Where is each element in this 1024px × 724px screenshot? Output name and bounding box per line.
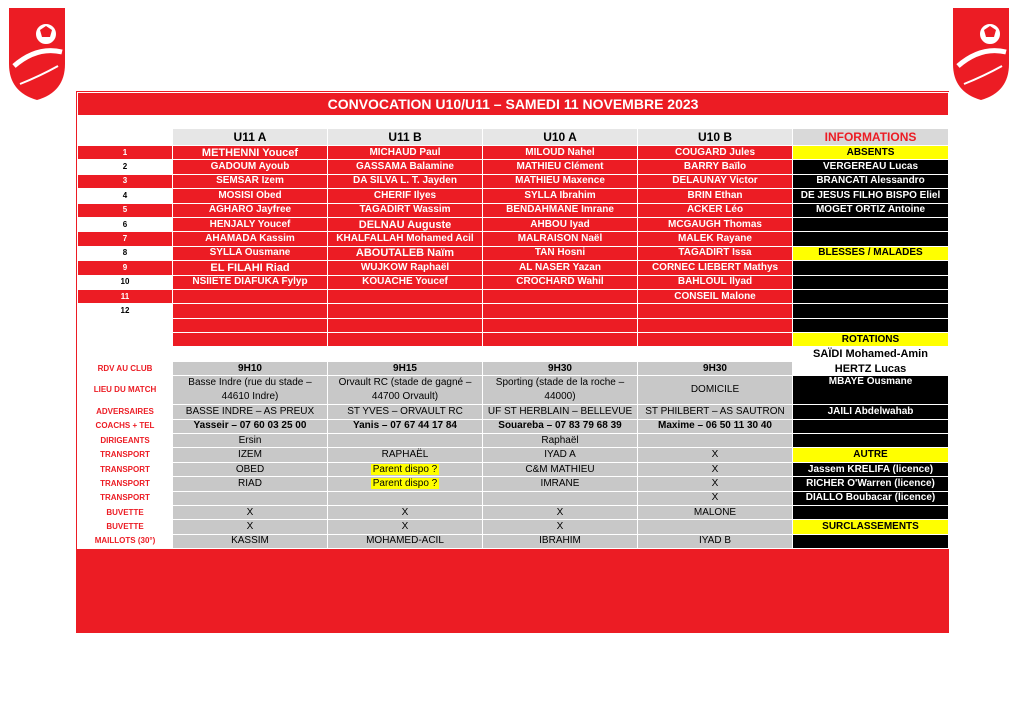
player-u10a: BENDAHMANE Imrane <box>483 203 638 217</box>
player-u11b <box>328 318 483 332</box>
player-u10a: CROCHARD Wahil <box>483 275 638 289</box>
row-number: 10 <box>78 275 173 289</box>
logistics-row-coachs <box>78 419 949 433</box>
info-empty <box>793 419 949 433</box>
player-u10b: ACKER Léo <box>638 203 793 217</box>
maillots-u11a: KASSIM <box>173 534 328 548</box>
player-u11b <box>328 333 483 347</box>
lieu-u11b: Orvault RC (stade de gagné – 44700 Orvault) <box>328 376 483 405</box>
player-row <box>78 261 949 275</box>
transport-u10a: IYAD A <box>483 448 638 462</box>
row-label: MAILLOTS (30°) <box>78 534 173 548</box>
transport-u11a: IZEM <box>173 448 328 462</box>
player-u11b: GASSAMA Balamine <box>328 160 483 174</box>
transport-u10b: X <box>638 491 793 505</box>
club-logo-right <box>950 6 1012 102</box>
player-u11b: WUJKOW Raphaël <box>328 261 483 275</box>
player-row <box>78 304 949 318</box>
transport-u11a: RIAD <box>173 477 328 491</box>
info-empty <box>793 289 949 303</box>
row-label: BUVETTE <box>78 505 173 519</box>
header-u10a: U10 A <box>483 129 638 146</box>
separator <box>78 347 793 361</box>
player-u10a: MILOUD Nahel <box>483 146 638 160</box>
rdv-u10b: 9H30 <box>638 361 793 375</box>
player-u10b: COUGARD Jules <box>638 146 793 160</box>
lieu-u10a: Sporting (stade de la roche – 44000) <box>483 376 638 405</box>
coach-u11a: Yasseir – 07 60 03 25 00 <box>173 419 328 433</box>
player-u11a: MOSISI Obed <box>173 189 328 203</box>
dir-u11a: Ersin <box>173 434 328 448</box>
logistics-row-buvette <box>78 505 949 519</box>
player-u11a: NSIIETE DIAFUKA Fylyp <box>173 275 328 289</box>
buvette-u10a: X <box>483 520 638 534</box>
transport-u11b <box>328 491 483 505</box>
player-u11b: CHERIF Ilyes <box>328 189 483 203</box>
player-u10b: MCGAUGH Thomas <box>638 217 793 231</box>
player-u11a: HENJALY Youcef <box>173 217 328 231</box>
transport-u10b: X <box>638 462 793 476</box>
blank-row <box>78 116 949 129</box>
player-row-empty <box>78 318 949 332</box>
logistics-row-transport <box>78 462 949 476</box>
adv-u10b: ST PHILBERT – AS SAUTRON <box>638 405 793 419</box>
row-label: TRANSPORT <box>78 462 173 476</box>
info-autre-heading: AUTRE <box>793 448 949 462</box>
player-u10b <box>638 318 793 332</box>
logistics-row-rdv <box>78 361 949 375</box>
lieu-u11a: Basse Indre (rue du stade – 44610 Indre) <box>173 376 328 405</box>
player-u11b: DELNAU Auguste <box>328 217 483 231</box>
player-u10b: DELAUNAY Victor <box>638 174 793 188</box>
row-label: ADVERSAIRES <box>78 405 173 419</box>
player-u10b: BAHLOUL Ilyad <box>638 275 793 289</box>
dir-u10b <box>638 434 793 448</box>
info-rotation: JAILI Abdelwahab <box>793 405 949 419</box>
player-row <box>78 146 949 160</box>
dir-u11b <box>328 434 483 448</box>
player-u11a: AGHARO Jayfree <box>173 203 328 217</box>
player-u10b: MALEK Rayane <box>638 232 793 246</box>
transport-u11b <box>328 462 483 476</box>
buvette-u10a: X <box>483 505 638 519</box>
transport-u11b <box>328 477 483 491</box>
info-empty <box>793 217 949 231</box>
buvette-u11a: X <box>173 520 328 534</box>
row-number: 9 <box>78 261 173 275</box>
player-u11a: AHAMADA Kassim <box>173 232 328 246</box>
info-rotation: HERTZ Lucas <box>793 361 949 375</box>
player-u10a: TAN Hosni <box>483 246 638 260</box>
info-rotation: MBAYE Ousmane <box>793 376 949 405</box>
player-u10a: AL NASER Yazan <box>483 261 638 275</box>
logistics-row-lieu <box>78 376 949 405</box>
player-u11b: TAGADIRT Wassim <box>328 203 483 217</box>
club-logo-left <box>6 6 68 102</box>
player-u10b: TAGADIRT Issa <box>638 246 793 260</box>
player-row <box>78 217 949 231</box>
header-u11b: U11 B <box>328 129 483 146</box>
info-empty <box>793 232 949 246</box>
player-u11b: MICHAUD Paul <box>328 146 483 160</box>
info-empty <box>793 318 949 332</box>
buvette-u10b: MALONE <box>638 505 793 519</box>
player-u11b: DA SILVA L. T. Jayden <box>328 174 483 188</box>
row-label: LIEU DU MATCH <box>78 376 173 405</box>
transport-u10a: IMRANE <box>483 477 638 491</box>
player-row <box>78 275 949 289</box>
player-u10a: MATHIEU Clément <box>483 160 638 174</box>
coach-u10b: Maxime – 06 50 11 30 40 <box>638 419 793 433</box>
row-label: COACHS + TEL <box>78 419 173 433</box>
player-u11a <box>173 304 328 318</box>
player-u11a: GADOUM Ayoub <box>173 160 328 174</box>
transport-u10a: C&M MATHIEU <box>483 462 638 476</box>
row-number-empty <box>78 333 173 347</box>
header-informations: INFORMATIONS <box>793 129 949 146</box>
player-u11a: METHENNI Youcef <box>173 146 328 160</box>
logistics-row-maillots <box>78 534 949 548</box>
player-u11a: SYLLA Ousmane <box>173 246 328 260</box>
info-autre: RICHER O'Warren (licence) <box>793 477 949 491</box>
player-u11b: KOUACHE Youcef <box>328 275 483 289</box>
player-row <box>78 289 949 303</box>
player-u10b: BRIN Ethan <box>638 189 793 203</box>
player-u11b <box>328 304 483 318</box>
maillots-u10b: IYAD B <box>638 534 793 548</box>
row-number: 3 <box>78 174 173 188</box>
row-number: 11 <box>78 289 173 303</box>
row-number: 12 <box>78 304 173 318</box>
player-u10a: MATHIEU Maxence <box>483 174 638 188</box>
row-number: 8 <box>78 246 173 260</box>
coach-u11b: Yanis – 07 67 44 17 84 <box>328 419 483 433</box>
player-u10b: CONSEIL Malone <box>638 289 793 303</box>
logistics-row-transport <box>78 477 949 491</box>
info-empty <box>793 534 949 548</box>
header-u11a: U11 A <box>173 129 328 146</box>
player-u11b: KHALFALLAH Mohamed Acil <box>328 232 483 246</box>
logistics-row-buvette <box>78 520 949 534</box>
transport-u10b: X <box>638 448 793 462</box>
info-rotation: SAÏDI Mohamed-Amin <box>793 347 949 361</box>
maillots-u11b: MOHAMED-ACIL <box>328 534 483 548</box>
player-row <box>78 232 949 246</box>
transport-u11a: OBED <box>173 462 328 476</box>
row-label: RDV AU CLUB <box>78 361 173 375</box>
player-u10a <box>483 318 638 332</box>
lieu-u10b: DOMICILE <box>638 376 793 405</box>
player-row <box>78 189 949 203</box>
player-u10b: BARRY Baïlo <box>638 160 793 174</box>
row-number-empty <box>78 318 173 332</box>
logistics-row-adversaires <box>78 405 949 419</box>
buvette-u10b <box>638 520 793 534</box>
player-u10b <box>638 333 793 347</box>
highlight-text: Parent dispo ? <box>372 463 438 475</box>
logistics-row-transport <box>78 491 949 505</box>
info-rotations-heading: ROTATIONS <box>793 333 949 347</box>
rdv-u11a: 9H10 <box>173 361 328 375</box>
info-absent: BRANCATI Alessandro <box>793 174 949 188</box>
header-u10b: U10 B <box>638 129 793 146</box>
row-label: TRANSPORT <box>78 491 173 505</box>
convocation-sheet <box>76 91 949 633</box>
info-absent: DE JESUS FILHO BISPO Eliel <box>793 189 949 203</box>
player-u10a: AHBOU Iyad <box>483 217 638 231</box>
coach-u10a: Souareba – 07 83 79 68 39 <box>483 419 638 433</box>
player-u10a <box>483 333 638 347</box>
maillots-u10a: IBRAHIM <box>483 534 638 548</box>
buvette-u11a: X <box>173 505 328 519</box>
player-u11a <box>173 333 328 347</box>
row-number: 2 <box>78 160 173 174</box>
header-corner <box>78 129 173 146</box>
player-row <box>78 203 949 217</box>
player-u10b <box>638 304 793 318</box>
info-autre: DIALLO Boubacar (licence) <box>793 491 949 505</box>
logistics-row-dirigeants <box>78 434 949 448</box>
adv-u10a: UF ST HERBLAIN – BELLEVUE <box>483 405 638 419</box>
row-number: 1 <box>78 146 173 160</box>
info-absent: MOGET ORTIZ Antoine <box>793 203 949 217</box>
info-absent: VERGEREAU Lucas <box>793 160 949 174</box>
row-number: 4 <box>78 189 173 203</box>
player-u11b: ABOUTALEB Naïm <box>328 246 483 260</box>
highlight-text: Parent dispo ? <box>372 477 438 489</box>
row-number: 6 <box>78 217 173 231</box>
info-empty <box>793 505 949 519</box>
row-label: TRANSPORT <box>78 477 173 491</box>
transport-u10b: X <box>638 477 793 491</box>
adv-u11b: ST YVES – ORVAULT RC <box>328 405 483 419</box>
player-u11a: EL FILAHI Riad <box>173 261 328 275</box>
info-absents-heading: ABSENTS <box>793 146 949 160</box>
row-number: 5 <box>78 203 173 217</box>
player-u11a <box>173 318 328 332</box>
player-u11a <box>173 289 328 303</box>
dir-u10a: Raphaël <box>483 434 638 448</box>
transport-u10a <box>483 491 638 505</box>
transport-u11a <box>173 491 328 505</box>
player-row <box>78 160 949 174</box>
player-u10a <box>483 304 638 318</box>
player-u10a: SYLLA Ibrahim <box>483 189 638 203</box>
row-label: BUVETTE <box>78 520 173 534</box>
logistics-row-transport <box>78 448 949 462</box>
row-number: 7 <box>78 232 173 246</box>
player-u10a <box>483 289 638 303</box>
transport-u11b: RAPHAËL <box>328 448 483 462</box>
info-empty <box>793 275 949 289</box>
info-empty <box>793 434 949 448</box>
rdv-u11b: 9H15 <box>328 361 483 375</box>
info-empty <box>793 304 949 318</box>
row-label: TRANSPORT <box>78 448 173 462</box>
player-u11a: SEMSAR Izem <box>173 174 328 188</box>
convocation-table <box>77 92 949 549</box>
player-row <box>78 246 949 260</box>
player-row-empty <box>78 333 949 347</box>
player-u10a: MALRAISON Naël <box>483 232 638 246</box>
buvette-u11b: X <box>328 505 483 519</box>
buvette-u11b: X <box>328 520 483 534</box>
rdv-u10a: 9H30 <box>483 361 638 375</box>
row-label: DIRIGEANTS <box>78 434 173 448</box>
player-row <box>78 174 949 188</box>
player-u11b <box>328 289 483 303</box>
separator-row <box>78 347 949 361</box>
info-surclassements-heading: SURCLASSEMENTS <box>793 520 949 534</box>
player-u10b: CORNEC LIEBERT Mathys <box>638 261 793 275</box>
info-autre: Jassem KRELIFA (licence) <box>793 462 949 476</box>
adv-u11a: BASSE INDRE – AS PREUX <box>173 405 328 419</box>
info-empty <box>793 261 949 275</box>
page-title: CONVOCATION U10/U11 – SAMEDI 11 NOVEMBRE 2023 <box>78 93 949 116</box>
info-blesses-heading: BLESSES / MALADES <box>793 246 949 260</box>
